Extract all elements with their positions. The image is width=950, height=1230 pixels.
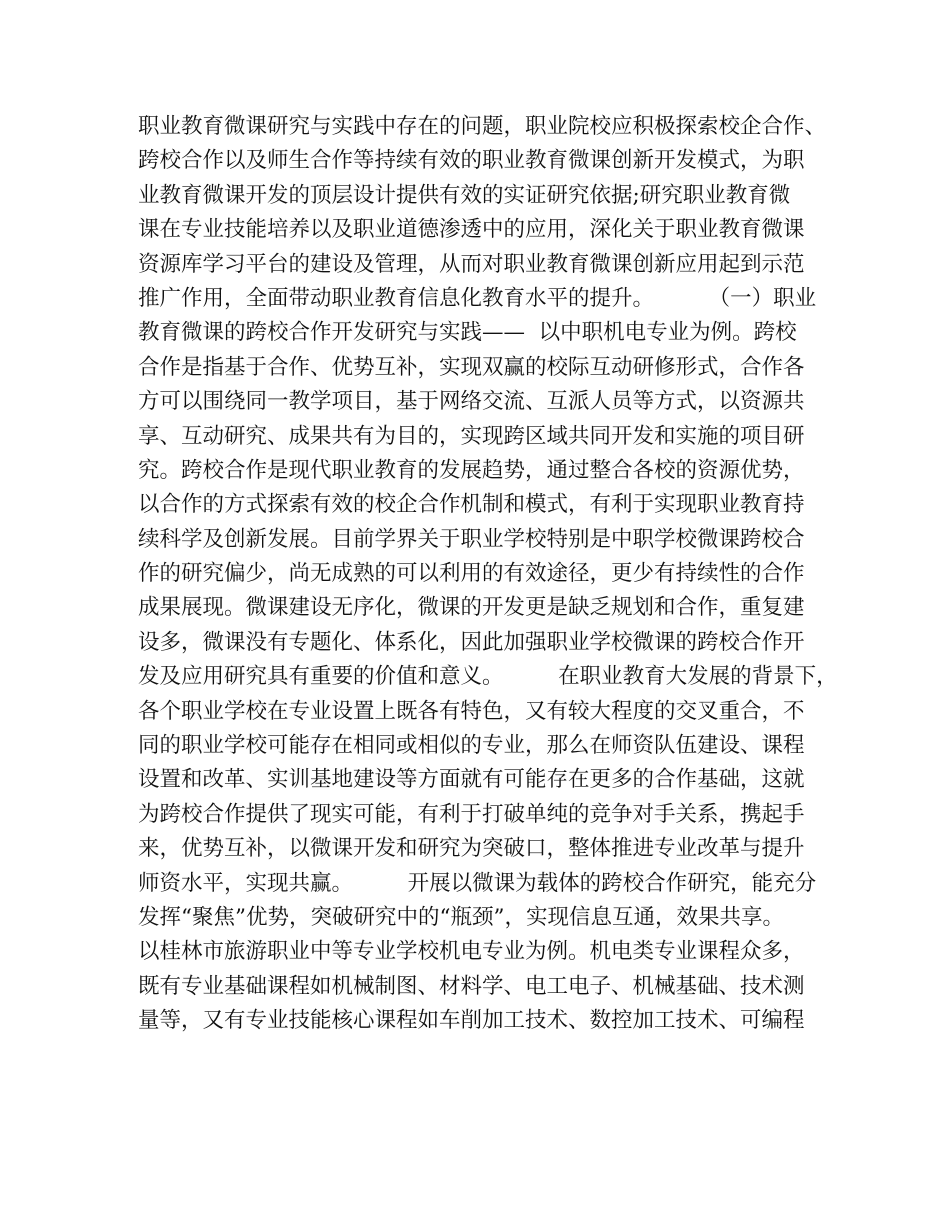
text-line: 续科学及创新发展。目前学界关于职业学校特别是中职学校微课跨校合	[138, 526, 805, 552]
text-line: 量等，又有专业技能核心课程如车削加工技术、数控加工技术、可编程	[138, 1008, 805, 1034]
text-line: 同的职业学校可能存在相同或相似的专业，那么在师资队伍建设、课程	[138, 733, 805, 759]
text-line: 业教育微课开发的顶层设计提供有效的实证研究依据;研究职业教育微	[138, 182, 791, 208]
text-line: 来，优势互补，以微课开发和研究为突破口，整体推进专业改革与提升	[138, 836, 805, 862]
text-line: 方可以围绕同一教学项目，基于网络交流、互派人员等方式，以资源共	[138, 389, 805, 415]
text-line: 发挥“聚焦”优势，突破研究中的“瓶颈”，实现信息互通，效果共享。	[138, 904, 784, 930]
text-line: 设置和改革、实训基地建设等方面就有可能存在更多的合作基础，这就	[138, 767, 805, 793]
text-line: 推广作用，全面带动职业教育信息化教育水平的提升。 （一）职业	[138, 285, 817, 311]
text-line: 作的研究偏少，尚无成熟的可以利用的有效途径，更少有持续性的合作	[138, 561, 805, 587]
text-line: 教育微课的跨校合作开发研究与实践—— 以中职机电专业为例。跨校	[138, 320, 797, 346]
text-line: 发及应用研究具有重要的价值和意义。 在职业教育大发展的背景下，	[138, 664, 838, 690]
text-line: 职业教育微课研究与实践中存在的问题，职业院校应积极探索校企合作、	[138, 114, 827, 139]
text-line: 合作是指基于合作、优势互补，实现双赢的校际互动研修形式，合作各	[138, 354, 805, 380]
text-line: 资源库学习平台的建设及管理，从而对职业教育微课创新应用起到示范	[138, 251, 805, 277]
text-line: 为跨校合作提供了现实可能，有利于打破单纯的竞争对手关系，携起手	[138, 801, 805, 827]
text-line: 成果展现。微课建设无序化，微课的开发更是缺乏规划和合作，重复建	[138, 595, 805, 621]
text-line: 设多，微课没有专题化、体系化，因此加强职业学校微课的跨校合作开	[138, 629, 805, 655]
text-line: 师资水平，实现共赢。 开展以微课为载体的跨校合作研究，能充分	[138, 870, 817, 896]
body-text	[138, 110, 838, 1039]
text-line: 以桂林市旅游职业中等专业学校机电专业为例。机电类专业课程众多，	[138, 939, 805, 965]
text-line: 享、互动研究、成果共有为目的，实现跨区域共同开发和实施的项目研	[138, 423, 805, 449]
text-line: 跨校合作以及师生合作等持续有效的职业教育微课创新开发模式，为职	[138, 148, 805, 174]
text-line: 既有专业基础课程如机械制图、材料学、电工电子、机械基础、技术测	[138, 973, 805, 999]
text-line: 各个职业学校在专业设置上既各有特色，又有较大程度的交叉重合，不	[138, 698, 805, 724]
text-line: 究。跨校合作是现代职业教育的发展趋势，通过整合各校的资源优势，	[138, 457, 805, 483]
text-line: 以合作的方式探索有效的校企合作机制和模式，有利于实现职业教育持	[138, 492, 805, 518]
text-line: 课在专业技能培养以及职业道德渗透中的应用，深化关于职业教育微课	[138, 217, 805, 243]
